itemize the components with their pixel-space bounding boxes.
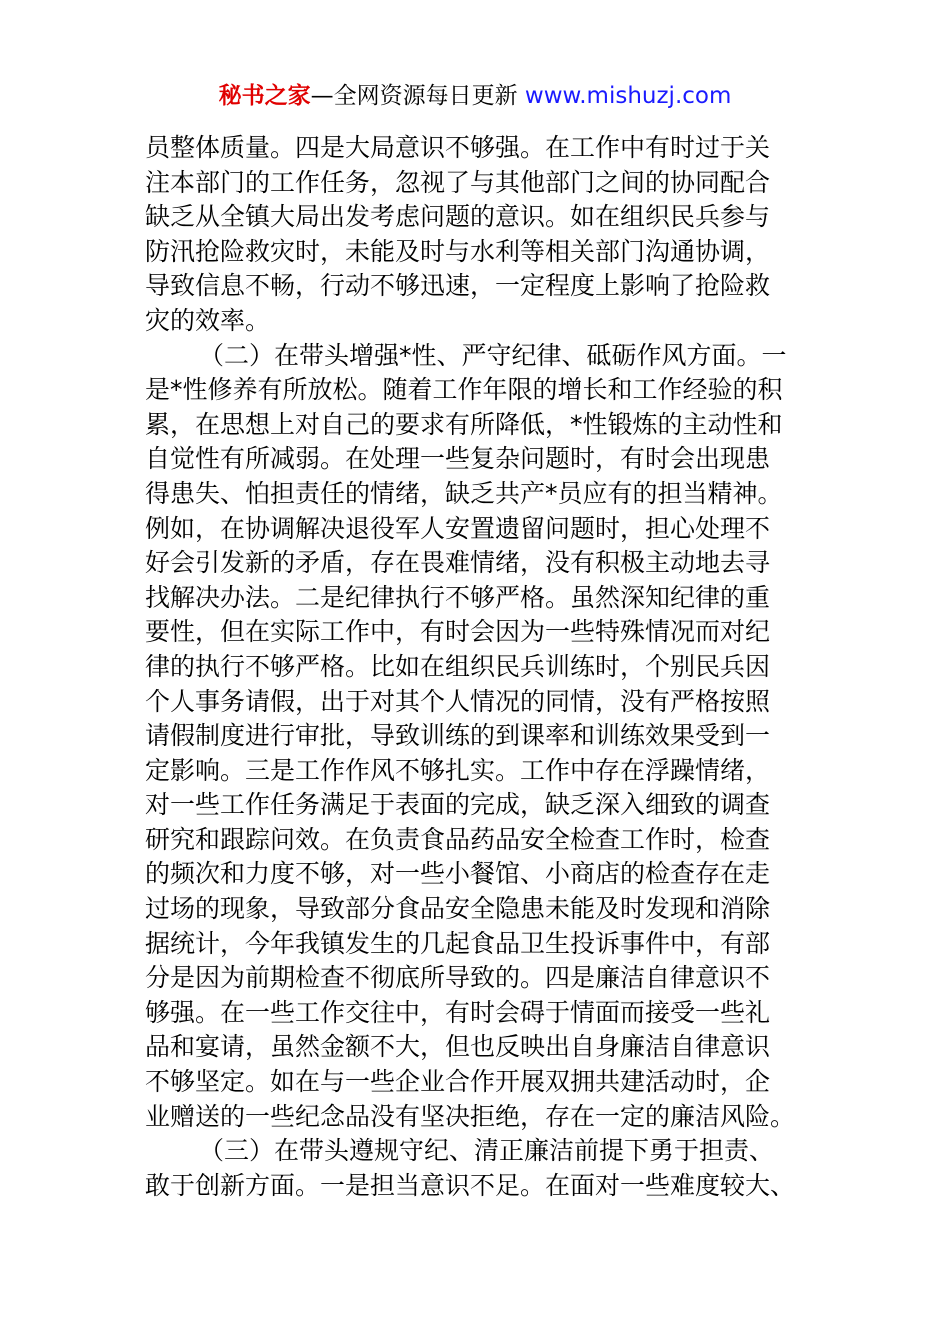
site-url[interactable]: www.mishuzj.com (524, 83, 732, 109)
text-line: 自觉性有所减弱。在处理一些复杂问题时，有时会出现患 (145, 444, 771, 474)
text-line: 定影响。三是工作作风不够扎实。工作中存在浮躁情绪， (145, 755, 771, 785)
section-heading-2: （二）在带头增强*性、严守纪律、砥砺作风方面。一 (199, 340, 787, 370)
text-line: 缺乏从全镇大局出发考虑问题的意识。如在组织民兵参与 (145, 202, 771, 232)
text-line: 要性，但在实际工作中，有时会因为一些特殊情况而对纪 (145, 617, 771, 647)
text-line: 据统计，今年我镇发生的几起食品卫生投诉事件中，有部 (145, 928, 771, 958)
brand-name: 秘书之家 (218, 83, 311, 109)
text-line: 得患失、怕担责任的情绪，缺乏共产*员应有的担当精神。 (145, 478, 783, 508)
text-line: 个人事务请假，出于对其个人情况的同情，没有严格按照 (145, 686, 771, 716)
text-line: 业赠送的一些纪念品没有坚决拒绝，存在一定的廉洁风险。 (145, 1101, 796, 1131)
text-line: 过场的现象，导致部分食品安全隐患未能及时发现和消除 (145, 894, 771, 924)
text-line: 对一些工作任务满足于表面的完成，缺乏深入细致的调查 (145, 790, 771, 820)
text-line: 累，在思想上对自己的要求有所降低，*性锻炼的主动性和 (145, 409, 783, 439)
text-line: 导致信息不畅，行动不够迅速，一定程度上影响了抢险救 (145, 271, 771, 301)
text-line: 找解决办法。二是纪律执行不够严格。虽然深知纪律的重 (145, 582, 771, 612)
document-body (145, 131, 813, 1203)
text-line: 分是因为前期检查不彻底所导致的。四是廉洁自律意识不 (145, 963, 771, 993)
text-line: 员整体质量。四是大局意识不够强。在工作中有时过于关 (145, 133, 771, 162)
text-line: 敢于创新方面。一是担当意识不足。在面对一些难度较大、 (145, 1170, 796, 1200)
text-line: 不够坚定。如在与一些企业合作开展双拥共建活动时，企 (145, 1067, 771, 1097)
text-line: 请假制度进行审批，导致训练的到课率和训练效果受到一 (145, 721, 771, 751)
section-heading-3: （三）在带头遵规守纪、清正廉洁前提下勇于担责、 (199, 1136, 775, 1166)
page-header (0, 80, 950, 112)
text-line: 品和宴请，虽然金额不大，但也反映出自身廉洁自律意识 (145, 1032, 771, 1062)
text-line: 够强。在一些工作交往中，有时会碍于情面而接受一些礼 (145, 997, 771, 1027)
text-line: 是*性修养有所放松。随着工作年限的增长和工作经验的积 (145, 375, 783, 405)
text-line: 例如，在协调解决退役军人安置遗留问题时，担心处理不 (145, 513, 771, 543)
text-line: 好会引发新的矛盾，存在畏难情绪，没有积极主动地去寻 (145, 548, 771, 578)
text-line: 防汛抢险救灾时，未能及时与水利等相关部门沟通协调， (145, 236, 771, 266)
text-line: 的频次和力度不够，对一些小餐馆、小商店的检查存在走 (145, 859, 771, 889)
text-line: 灾的效率。 (145, 305, 271, 335)
header-slogan: —全网资源每日更新 (310, 83, 518, 109)
text-line: 注本部门的工作任务，忽视了与其他部门之间的协同配合 (145, 167, 771, 197)
text-line: 律的执行不够严格。比如在组织民兵训练时，个别民兵因 (145, 651, 771, 681)
text-line: 研究和跟踪问效。在负责食品药品安全检查工作时，检查 (145, 824, 771, 854)
